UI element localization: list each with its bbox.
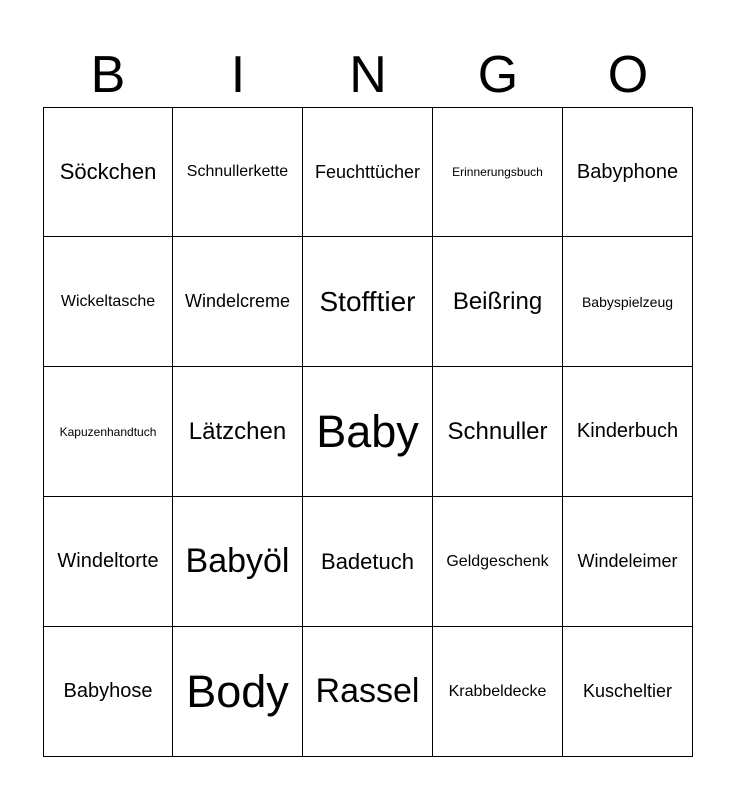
bingo-cell[interactable]: Windeltorte	[43, 497, 173, 627]
bingo-cell[interactable]: Babyhose	[43, 627, 173, 757]
bingo-cell[interactable]: Rassel	[303, 627, 433, 757]
bingo-cell[interactable]: Schnullerkette	[173, 107, 303, 237]
bingo-cell[interactable]: Baby	[303, 367, 433, 497]
bingo-cell[interactable]: Windelcreme	[173, 237, 303, 367]
bingo-cell[interactable]: Body	[173, 627, 303, 757]
bingo-cell[interactable]: Wickeltasche	[43, 237, 173, 367]
bingo-grid	[43, 107, 693, 757]
bingo-cell[interactable]: Söckchen	[43, 107, 173, 237]
header-letter-o: O	[607, 46, 649, 104]
header-letter-i: I	[230, 46, 246, 104]
bingo-cell[interactable]: Lätzchen	[173, 367, 303, 497]
bingo-cell[interactable]: Kinderbuch	[563, 367, 693, 497]
bingo-header	[43, 42, 693, 108]
bingo-cell[interactable]: Babyphone	[563, 107, 693, 237]
bingo-cell[interactable]: Babyspielzeug	[563, 237, 693, 367]
bingo-cell[interactable]: Krabbeldecke	[433, 627, 563, 757]
header-letter-n: N	[349, 46, 387, 104]
bingo-cell[interactable]: Feuchttücher	[303, 107, 433, 237]
bingo-cell[interactable]: Stofftier	[303, 237, 433, 367]
bingo-cell[interactable]: Schnuller	[433, 367, 563, 497]
bingo-cell[interactable]: Kuscheltier	[563, 627, 693, 757]
bingo-cell[interactable]: Geldgeschenk	[433, 497, 563, 627]
bingo-cell[interactable]: Beißring	[433, 237, 563, 367]
header-letter-b: B	[90, 46, 126, 104]
bingo-cell[interactable]: Babyöl	[173, 497, 303, 627]
bingo-cell[interactable]: Kapuzenhandtuch	[43, 367, 173, 497]
bingo-cell[interactable]: Windeleimer	[563, 497, 693, 627]
bingo-cell[interactable]: Badetuch	[303, 497, 433, 627]
bingo-cell[interactable]: Erinnerungsbuch	[433, 107, 563, 237]
header-letter-g: G	[477, 46, 519, 104]
